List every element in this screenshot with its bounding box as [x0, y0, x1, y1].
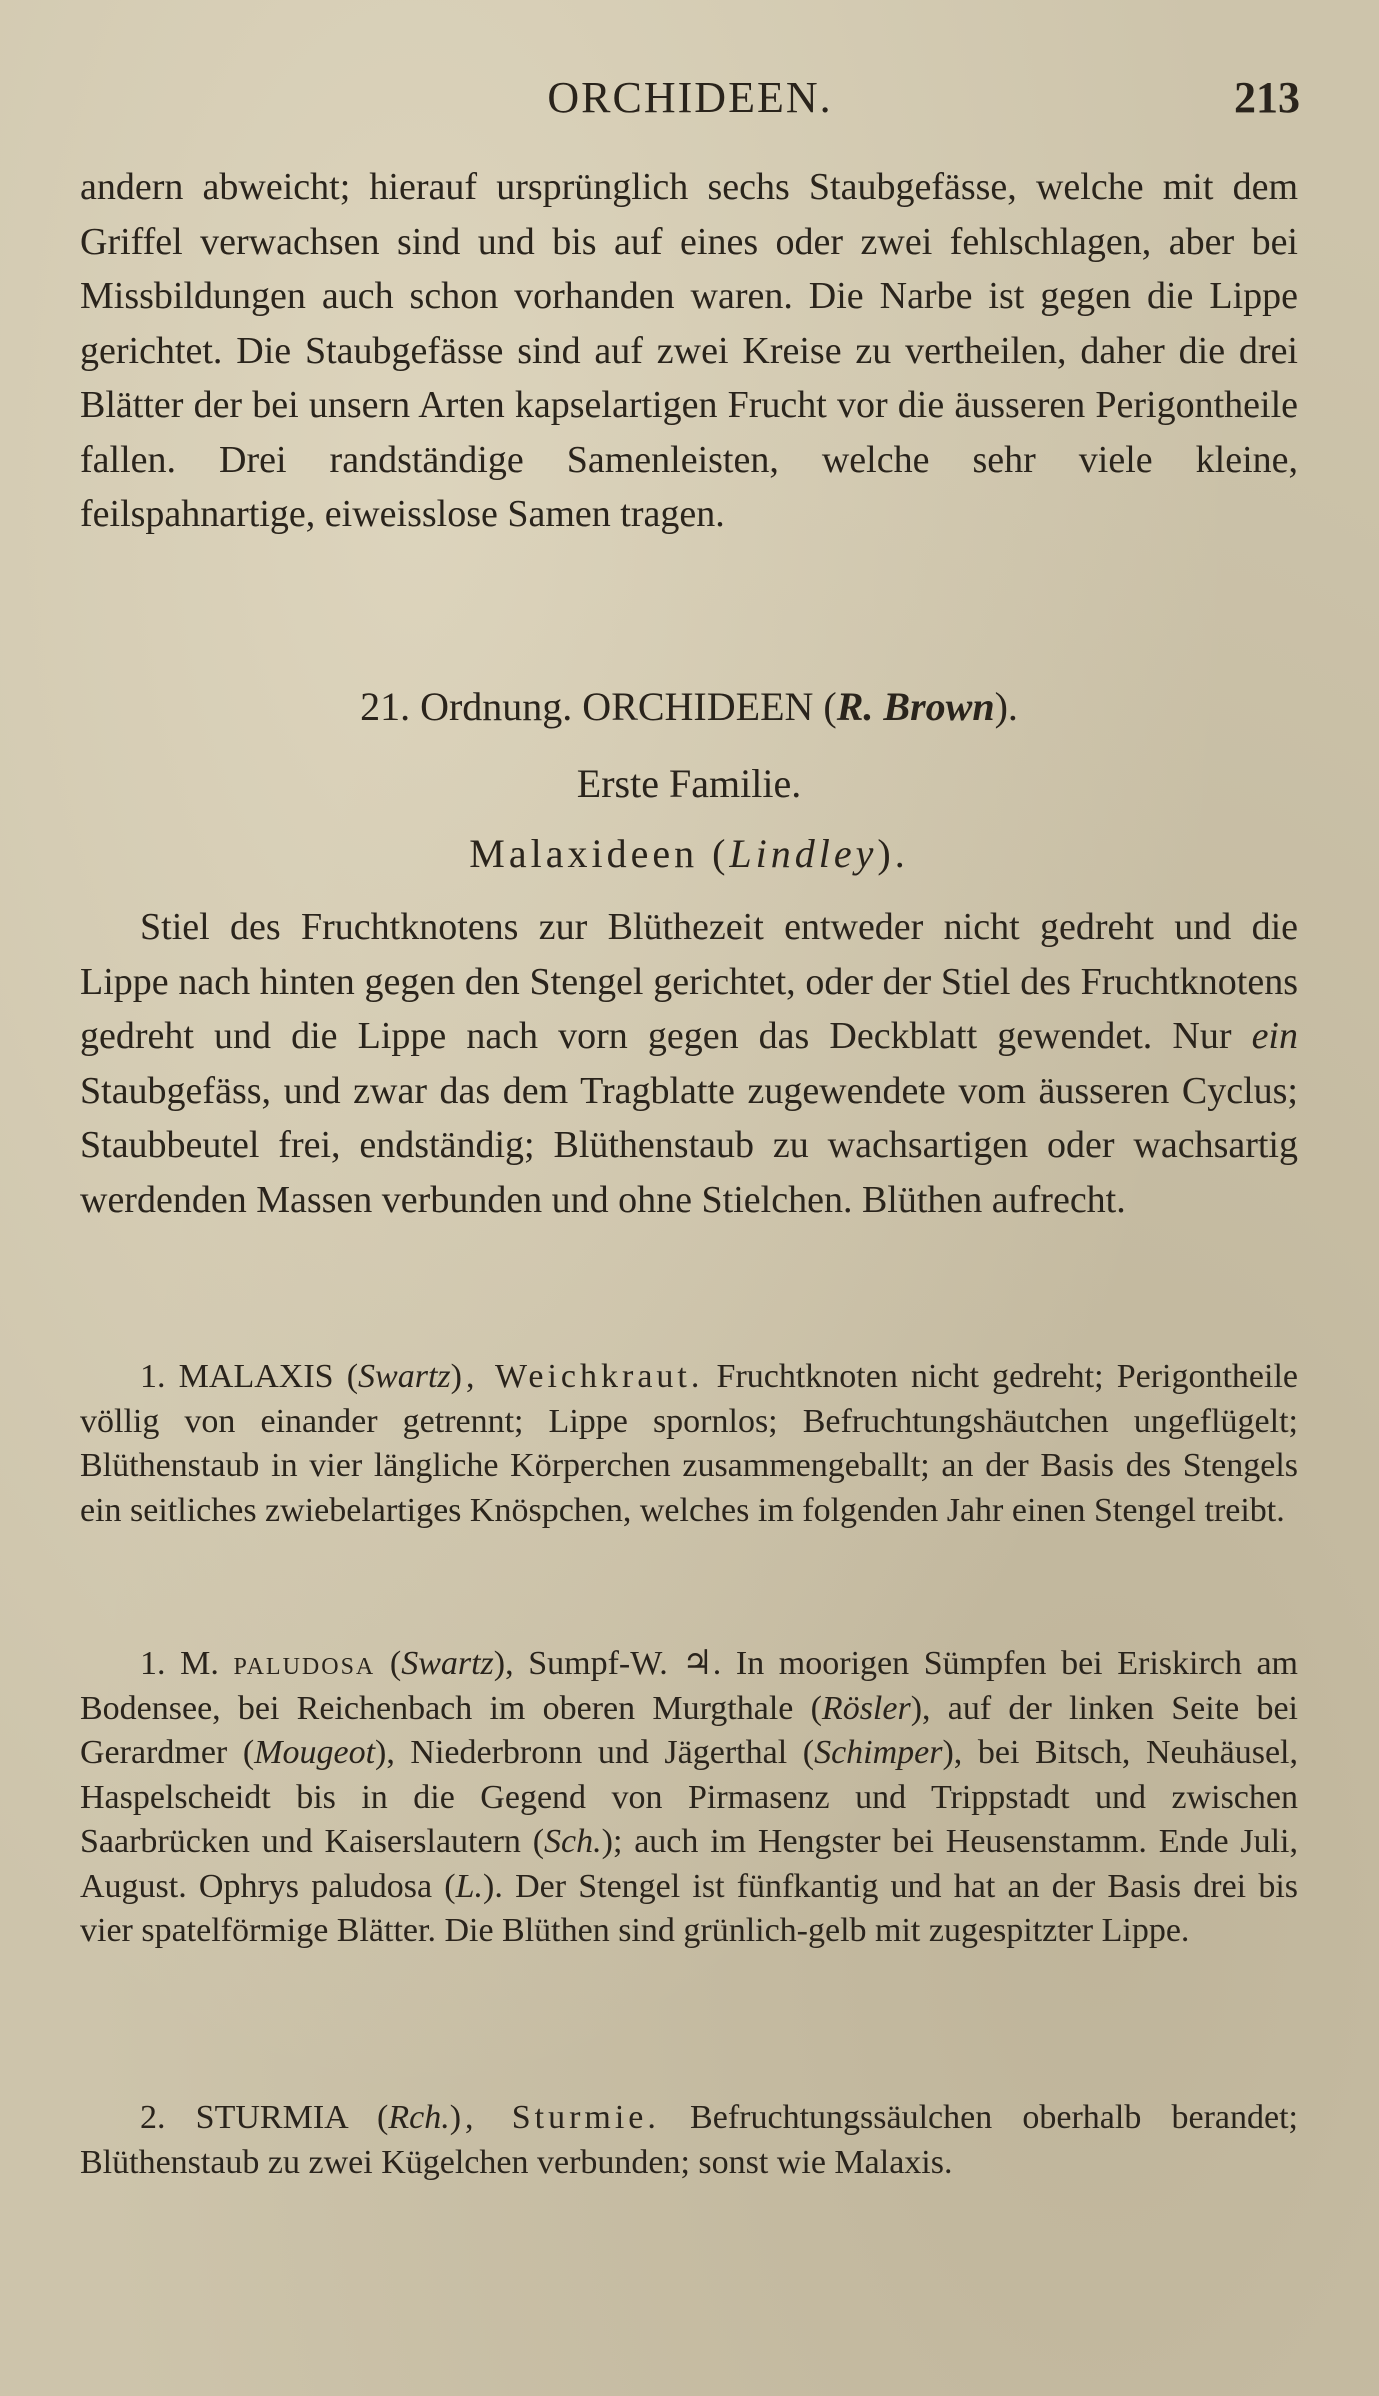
species-paludosa: [80, 1642, 1298, 1954]
subfamily-author: Lindley: [729, 831, 878, 876]
species-name: paludosa: [233, 1645, 376, 1682]
collector-2: Mougeot: [254, 1734, 376, 1771]
genus-sturmia-common: ), Sturmie.: [449, 2099, 660, 2136]
subfamily-name: Malaxideen: [469, 831, 699, 876]
subfamily-open: (: [698, 831, 730, 876]
intro-paragraph: andern abweicht; hierauf ursprünglich sechs Staubgefässe, welche mit dem Griffel verwachsen sind und bis auf eines oder zwei fehlschlagen, aber bei Missbildungen auch schon vorhanden waren. Die Narbe ist gegen die Lippe gerichtet. Die Staubgefässe sind auf zwei Kreise zu vertheilen, daher die drei Blätter der bei unsern Arten kapselartigen Frucht vor die äusseren Perigontheile fallen. Drei randständige Samenleisten, welche sehr viele kleine, feilspahnartige, eiweisslose Samen tragen.: [80, 166, 1298, 535]
order-heading-author: R. Brown: [836, 684, 995, 729]
family-description-emphasis: ein: [1251, 1015, 1298, 1057]
running-title: ORCHIDEEN.: [547, 73, 833, 122]
subfamily-close: ).: [877, 831, 909, 876]
subfamily-heading: [80, 830, 1298, 877]
genus-malaxis-common: ), Weichkraut.: [450, 1358, 704, 1395]
species-author: Swartz: [401, 1645, 494, 1682]
page-header: [80, 72, 1300, 132]
collector-3: Schimper: [814, 1734, 943, 1771]
family-description: [80, 900, 1298, 1227]
genus-sturmia-text: Befruchtungssäulchen oberhalb berandet; Blüthenstaub zu zwei Kügelchen verbunden; sonst wie Malaxis.: [80, 2099, 1298, 2181]
species-text-1: In moorigen Sümpfen bei Eriskirch am Bodensee, bei Reichenbach im oberen Murgthale (: [80, 1645, 1299, 1727]
collector-1: Rösler: [821, 1689, 911, 1727]
order-heading: [80, 683, 1298, 730]
family-heading: Erste Familie.: [576, 761, 802, 806]
species-text-3: ), Niederbronn und Jägerthal (: [375, 1734, 815, 1771]
collector-4: Sch.: [544, 1823, 602, 1860]
genus-sturmia-label: 2. STURMIA (: [140, 2099, 389, 2136]
order-heading-prefix: 21. Ordnung. ORCHIDEEN (: [360, 684, 837, 729]
genus-malaxis: [80, 1355, 1298, 1533]
genus-sturmia: [80, 2096, 1298, 2185]
species-text-4: ), bei Bitsch, Neuhäusel, Haspelscheidt bis in die Gegend von Pirmasenz und Trippstadt und zwischen Saarbrücken und Kaiserslautern (: [80, 1734, 1298, 1860]
species-number: 1. M.: [140, 1645, 234, 1682]
genus-malaxis-label: 1. MALAXIS (: [140, 1358, 359, 1395]
genus-malaxis-author: Swartz: [358, 1358, 451, 1395]
collector-5: L.: [455, 1867, 484, 1905]
family-description-part1: Stiel des Fruchtknotens zur Blüthezeit entweder nicht gedreht und die Lippe nach hinten gegen den Stengel gerichtet, oder der Stiel des Fruchtknotens gedreht und die Lippe nach vorn gegen das Deckblatt gewendet. Nur: [80, 906, 1298, 1057]
species-text-5: ); auch im Hengster bei Heusenstamm. Ende Juli, August. Ophrys paludosa (: [80, 1823, 1298, 1905]
order-heading-suffix: ).: [994, 684, 1018, 729]
family-description-part2: Staubgefäss, und zwar das dem Tragblatte zugewendete vom äusseren Cyclus; Staubbeutel frei, endständig; Blüthenstaub zu wachsartigen oder wachsartig werdenden Massen verbunden und ohne Stielchen. Blüthen aufrecht.: [80, 1069, 1298, 1221]
species-common: ), Sumpf-W. ♃.: [493, 1645, 722, 1682]
page-number: 213: [1234, 73, 1300, 122]
species-open: (: [375, 1645, 402, 1682]
genus-malaxis-text: Fruchtknoten nicht gedreht; Perigontheile völlig von einander getrennt; Lippe spornlos; Befruchtungshäutchen ungeflügelt; Blüthenstaub in vier längliche Körperchen zusammengeballt; an der Basis des Stengels ein seitliches zwiebelartiges Knöspchen, welches im folgenden Jahr einen Stengel treibt.: [80, 1358, 1298, 1529]
species-text-6: ). Der Stengel ist fünfkantig und hat an der Basis drei bis vier spatelförmige Blätter. Die Blüthen sind grünlich-gelb mit zugespitzter Lippe.: [80, 1867, 1299, 1949]
genus-sturmia-author: Rch.: [388, 2099, 450, 2136]
species-text-2: ), auf der linken Seite bei Gerardmer (: [80, 1689, 1299, 1771]
